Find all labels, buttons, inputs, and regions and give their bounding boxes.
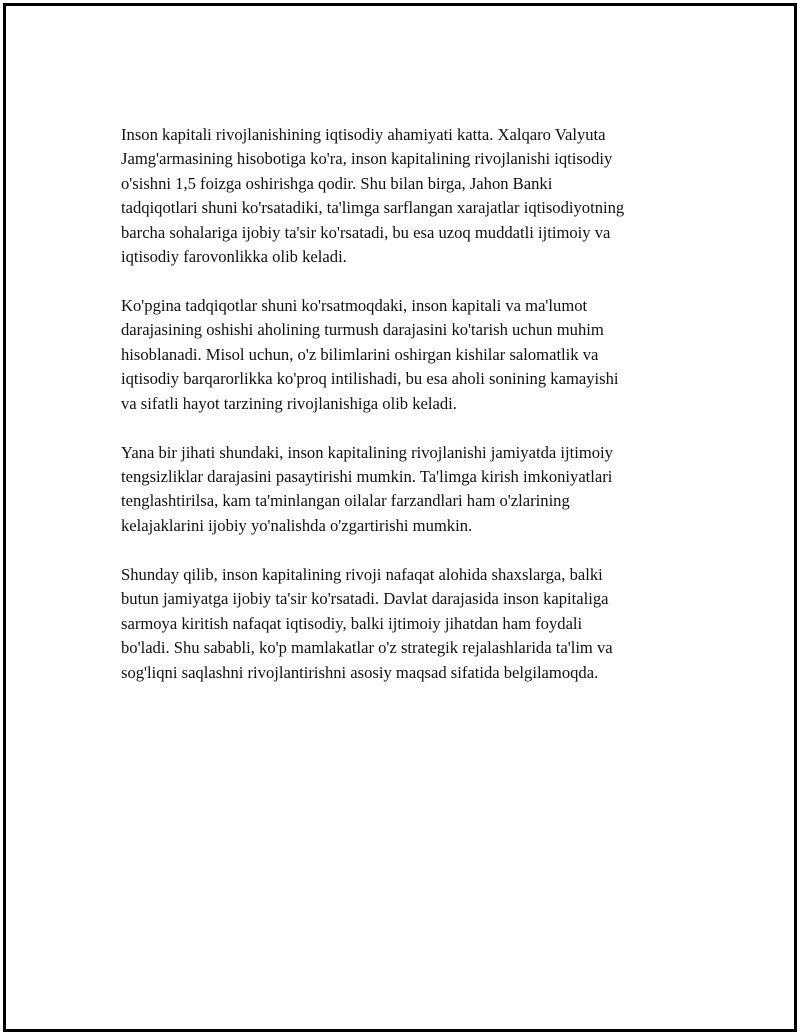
text-line: Shunday qilib, inson kapitalining rivoji nafaqat alohida shaxslarga, balki	[121, 564, 603, 584]
paragraph-2	[121, 294, 691, 416]
document-page	[3, 3, 797, 1032]
text-line: va sifatli hayot tarzining rivojlanishiga olib keladi.	[121, 393, 457, 413]
text-line: tengsizliklar darajasini pasaytirishi mumkin. Ta'limga kirish imkoniyatlari	[121, 467, 613, 487]
text-line: Inson kapitali rivojlanishining iqtisodiy ahamiyati katta. Xalqaro Valyuta	[121, 125, 606, 144]
paragraph-1	[121, 123, 691, 269]
text-line: bo'ladi. Shu sababli, ko'p mamlakatlar o'z strategik rejalashlarida ta'lim va	[121, 638, 613, 658]
text-line: barcha sohalariga ijobiy ta'sir ko'rsatadi, bu esa uzoq muddatli ijtimoiy va	[121, 222, 611, 242]
paragraph-3	[121, 441, 691, 539]
text-line: Ko'pgina tadqiqotlar shuni ko'rsatmoqdaki, inson kapitali va ma'lumot	[121, 296, 588, 316]
text-line: sarmoya kiritish nafaqat iqtisodiy, balki ijtimoiy jihatdan ham foydali	[121, 613, 583, 633]
text-line: hisoblanadi. Misol uchun, o'z bilimlarini oshirgan kishilar salomatlik va	[121, 344, 599, 364]
text-line: o'sishni 1,5 foizga oshirishga qodir. Shu bilan birga, Jahon Banki	[121, 173, 553, 193]
text-line: Jamg'armasining hisobotiga ko'ra, inson kapitalining rivojlanishi iqtisodiy	[121, 149, 613, 169]
text-line: tenglashtirilsa, kam ta'minlangan oilalar farzandlari ham o'zlarining	[121, 491, 570, 511]
text-line: sog'liqni saqlashni rivojlantirishni asosiy maqsad sifatida belgilamoqda.	[121, 662, 599, 682]
text-line: iqtisodiy barqarorlikka ko'proq intilishadi, bu esa aholi sonining kamayishi	[121, 369, 619, 389]
text-line: iqtisodiy farovonlikka olib keladi.	[121, 247, 347, 267]
text-line: tadqiqotlari shuni ko'rsatadiki, ta'limga sarflangan xarajatlar iqtisodiyotning	[121, 198, 625, 218]
text-line: butun jamiyatga ijobiy ta'sir ko'rsatadi. Davlat darajasida inson kapitaliga	[121, 589, 609, 609]
text-line: Yana bir jihati shundaki, inson kapitalining rivojlanishi jamiyatda ijtimoiy	[121, 442, 613, 462]
document-body	[121, 123, 691, 710]
text-line: kelajaklarini ijobiy yo'nalishda o'zgartirishi mumkin.	[121, 515, 473, 535]
text-line: darajasining oshishi aholining turmush darajasini ko'tarish uchun muhim	[121, 320, 604, 340]
paragraph-4	[121, 563, 691, 685]
